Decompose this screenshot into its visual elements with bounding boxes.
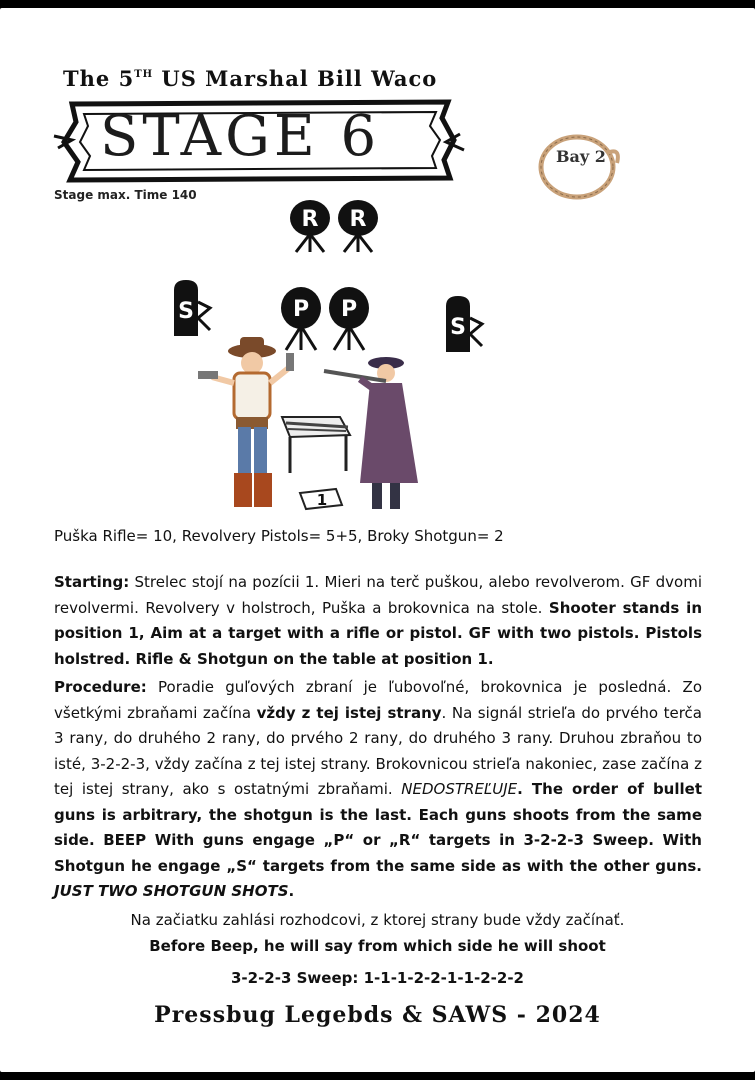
rifle-target-2-label: R (349, 207, 367, 232)
position-marker (300, 489, 342, 509)
cowboy-figure-left (198, 337, 294, 507)
pistol-target-2-label: P (340, 297, 358, 322)
shotgun-target-left (170, 278, 214, 338)
position-marker-label: 1 (316, 491, 328, 509)
pistol-target-1-label: P (292, 297, 310, 322)
lasso-bay-badge (537, 133, 623, 205)
sweep-sequence: 3-2-2-3 Sweep: 1-1-1-2-2-1-1-2-2-2 (230, 969, 524, 987)
footer-credit: Pressbug Legebds & SAWS - 2024 (154, 1002, 601, 1028)
procedure-paragraph: Procedure: Poradie guľových zbraní je ľubovoľné, brokovnica je posledná. Zo všetkými zbraňami začína vždy z tej istej strany. Na signál strieľa do prvého terča 3 rany, do druhého 2 rany, do prvého 2 rany, do druhého 3 rany. Druhou zbraňou to isté, 3-2-2-3, vždy začína z tej istej strany. Brokovnicou strieľa nakoniec, zase začína z tej istej strany, ako s ostatnými zbraňami. NEDOSTREĽUJE. The order of bullet guns is arbitrary, the shotgun is the last. Each guns shoots from the same side. BEEP With guns engage „P“ or „R“ targets in 3-2-2-3 Sweep. With Shotgun he engage „S“ targets from the same side as with the other guns. JUST TWO SHOTGUN SHOTS. (54, 678, 702, 900)
ammo-counts: Puška Rifle= 10, Revolvery Pistols= 5+5, Broky Shotgun= 2 (54, 527, 504, 545)
stage-sheet (0, 8, 755, 1072)
stage-number-title: STAGE 6 (100, 104, 381, 169)
gun-table (282, 417, 350, 473)
shooters-illustration (190, 333, 530, 523)
rifle-target-2 (336, 198, 380, 254)
shotgun-target-left-label: S (178, 299, 194, 324)
rifle-target-1 (288, 198, 332, 254)
match-title: The 5TH US Marshal Bill Waco (63, 66, 438, 91)
bay-label: Bay 2 (556, 147, 606, 166)
announce-english: Before Beep, he will say from which side he will shoot (149, 937, 606, 955)
starting-paragraph: Starting: Strelec stojí na pozícii 1. Mieri na terč puškou, alebo revolverom. GF dvomi revolvermi. Revolvery v holstroch, Puška a brokovnica na stole. Shooter stands in position 1, Aim at a target with a rifle or pistol. GF with two pistols. Pistols holstred. Rifle & Shotgun on the table at position 1. (54, 573, 702, 668)
announce-slovak: Na začiatku zahlási rozhodcovi, z ktorej strany bude vždy začínať. (130, 911, 625, 929)
stage-max-time: Stage max. Time 140 (54, 188, 197, 202)
shotgun-target-right-label: S (450, 315, 466, 340)
rifle-target-1-label: R (301, 207, 319, 232)
